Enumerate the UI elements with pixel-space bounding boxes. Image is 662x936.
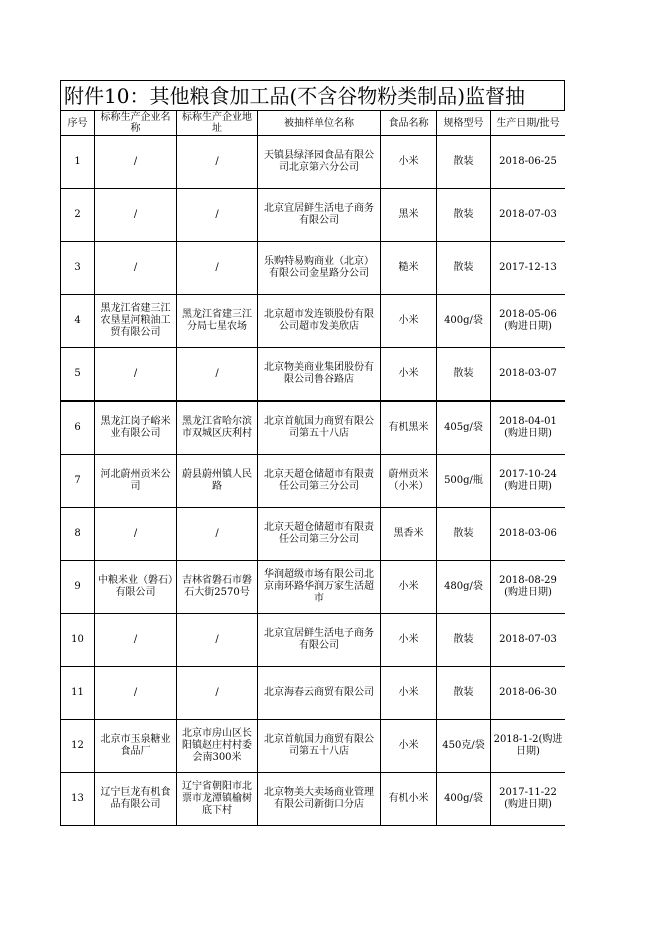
maker-name-cell: 北京市玉泉糖业食品厂	[95, 720, 177, 773]
food-name-cell: 小米	[381, 348, 437, 402]
date-cell: 2018-03-07	[491, 348, 566, 402]
maker-name-cell: 辽宁巨龙有机食品有限公司	[95, 773, 177, 826]
table-row	[61, 242, 566, 295]
sampled-unit-cell: 北京物美大卖场商业管理有限公司新街口分店	[258, 773, 381, 826]
table-row	[61, 508, 566, 561]
row-number-cell: 12	[61, 720, 95, 773]
column-header: 序号	[61, 111, 95, 136]
table-row	[61, 667, 566, 720]
maker-address-cell: 黑龙江省哈尔滨市双城区庆利村	[177, 401, 258, 455]
maker-name-cell: 中粮米业（磐石）有限公司	[95, 561, 177, 614]
sampled-unit-cell: 北京天超仓储超市有限责任公司第三分公司	[258, 508, 381, 561]
column-header: 标称生产企业地址	[177, 111, 258, 136]
food-name-cell: 小米	[381, 720, 437, 773]
row-number-cell: 11	[61, 667, 95, 720]
maker-name-cell: /	[95, 136, 177, 189]
maker-name-cell: 黑龙江省建三江农垦星河粮油工贸有限公司	[95, 295, 177, 348]
row-number-cell: 8	[61, 508, 95, 561]
date-cell: 2017-11-22(购进日期)	[491, 773, 566, 826]
date-cell: 2018-07-03	[491, 189, 566, 242]
sampled-unit-cell: 北京物美商业集团股份有限公司鲁谷路店	[258, 348, 381, 402]
maker-name-cell: /	[95, 189, 177, 242]
maker-name-cell: /	[95, 242, 177, 295]
row-number-cell: 10	[61, 614, 95, 667]
spec-cell: 450克/袋	[437, 720, 491, 773]
food-name-cell: 小米	[381, 561, 437, 614]
maker-address-cell: /	[177, 667, 258, 720]
table-row	[61, 614, 566, 667]
food-name-cell: 小米	[381, 614, 437, 667]
food-name-cell: 黑米	[381, 189, 437, 242]
spec-cell: 405g/袋	[437, 401, 491, 455]
row-number-cell: 7	[61, 455, 95, 508]
table-row	[61, 455, 566, 508]
header-row	[61, 111, 566, 136]
column-header: 食品名称	[381, 111, 437, 136]
date-cell: 2018-05-06(购进日期)	[491, 295, 566, 348]
spec-cell: 散装	[437, 508, 491, 561]
sheet-title: 附件10：其他粮食加工品(不含谷物粉类制品)监督抽	[60, 80, 565, 110]
spec-cell: 480g/袋	[437, 561, 491, 614]
row-number-cell: 4	[61, 295, 95, 348]
sampled-unit-cell: 北京超市发连锁股份有限公司超市发美欣店	[258, 295, 381, 348]
column-header: 被抽样单位名称	[258, 111, 381, 136]
food-name-cell: 小米	[381, 295, 437, 348]
table-row	[61, 561, 566, 614]
sampled-unit-cell: 北京首航国力商贸有限公司第五十八店	[258, 401, 381, 455]
table-row	[61, 136, 566, 189]
sampled-unit-cell: 天镇县绿泽园食品有限公司北京第六分公司	[258, 136, 381, 189]
sampled-unit-cell: 北京宜居鲜生活电子商务有限公司	[258, 189, 381, 242]
sampled-unit-cell: 华润超级市场有限公司北京南环路华润万家生活超市	[258, 561, 381, 614]
maker-address-cell: /	[177, 136, 258, 189]
table-row	[61, 295, 566, 348]
maker-name-cell: 黑龙江岗子峪米业有限公司	[95, 401, 177, 455]
maker-address-cell: /	[177, 242, 258, 295]
sampled-unit-cell: 北京宜居鲜生活电子商务有限公司	[258, 614, 381, 667]
date-cell: 2018-08-29(购进日期)	[491, 561, 566, 614]
date-cell: 2018-06-30	[491, 667, 566, 720]
row-number-cell: 9	[61, 561, 95, 614]
maker-address-cell: /	[177, 508, 258, 561]
spec-cell: 散装	[437, 667, 491, 720]
food-name-cell: 小米	[381, 667, 437, 720]
inspection-table	[60, 110, 565, 826]
table-row	[61, 348, 566, 402]
spreadsheet	[60, 80, 565, 826]
date-cell: 2018-03-06	[491, 508, 566, 561]
date-cell: 2018-04-01(购进日期)	[491, 401, 566, 455]
spec-cell: 400g/袋	[437, 295, 491, 348]
column-header: 规格型号	[437, 111, 491, 136]
column-header: 标称生产企业名称	[95, 111, 177, 136]
table-row	[61, 773, 566, 826]
maker-address-cell: 辽宁省朝阳市北票市龙潭镇榆树底下村	[177, 773, 258, 826]
spec-cell: 散装	[437, 348, 491, 402]
row-number-cell: 6	[61, 401, 95, 455]
date-cell: 2017-10-24(购进日期)	[491, 455, 566, 508]
food-name-cell: 糙米	[381, 242, 437, 295]
row-number-cell: 1	[61, 136, 95, 189]
date-cell: 2018-06-25	[491, 136, 566, 189]
maker-address-cell: /	[177, 189, 258, 242]
row-number-cell: 13	[61, 773, 95, 826]
maker-address-cell: 吉林省磐石市磐石大街2570号	[177, 561, 258, 614]
date-cell: 2018-1-2(购进日期)	[491, 720, 566, 773]
sampled-unit-cell: 北京海春云商贸有限公司	[258, 667, 381, 720]
food-name-cell: 小米	[381, 136, 437, 189]
table-row	[61, 401, 566, 455]
food-name-cell: 有机小米	[381, 773, 437, 826]
food-name-cell: 有机黑米	[381, 401, 437, 455]
food-name-cell: 黑香米	[381, 508, 437, 561]
sampled-unit-cell: 乐购特易购商业（北京）有限公司金星路分公司	[258, 242, 381, 295]
maker-name-cell: /	[95, 508, 177, 561]
spec-cell: 散装	[437, 136, 491, 189]
maker-name-cell: /	[95, 348, 177, 402]
row-number-cell: 5	[61, 348, 95, 402]
maker-address-cell: /	[177, 614, 258, 667]
row-number-cell: 2	[61, 189, 95, 242]
spec-cell: 500g/瓶	[437, 455, 491, 508]
sampled-unit-cell: 北京天超仓储超市有限责任公司第三分公司	[258, 455, 381, 508]
column-header: 生产日期/批号	[491, 111, 566, 136]
table-row	[61, 720, 566, 773]
maker-address-cell: 黑龙江省建三江分局七星农场	[177, 295, 258, 348]
sampled-unit-cell: 北京首航国力商贸有限公司第五十八店	[258, 720, 381, 773]
maker-address-cell: /	[177, 348, 258, 402]
date-cell: 2017-12-13	[491, 242, 566, 295]
maker-address-cell: 北京市房山区长阳镇赵庄村村委会南300米	[177, 720, 258, 773]
table-row	[61, 189, 566, 242]
spec-cell: 散装	[437, 614, 491, 667]
maker-address-cell: 蔚县蔚州镇人民路	[177, 455, 258, 508]
maker-name-cell: /	[95, 614, 177, 667]
row-number-cell: 3	[61, 242, 95, 295]
spec-cell: 400g/袋	[437, 773, 491, 826]
maker-name-cell: 河北蔚州贡米公司	[95, 455, 177, 508]
date-cell: 2018-07-03	[491, 614, 566, 667]
food-name-cell: 蔚州贡米（小米）	[381, 455, 437, 508]
maker-name-cell: /	[95, 667, 177, 720]
spec-cell: 散装	[437, 189, 491, 242]
spec-cell: 散装	[437, 242, 491, 295]
